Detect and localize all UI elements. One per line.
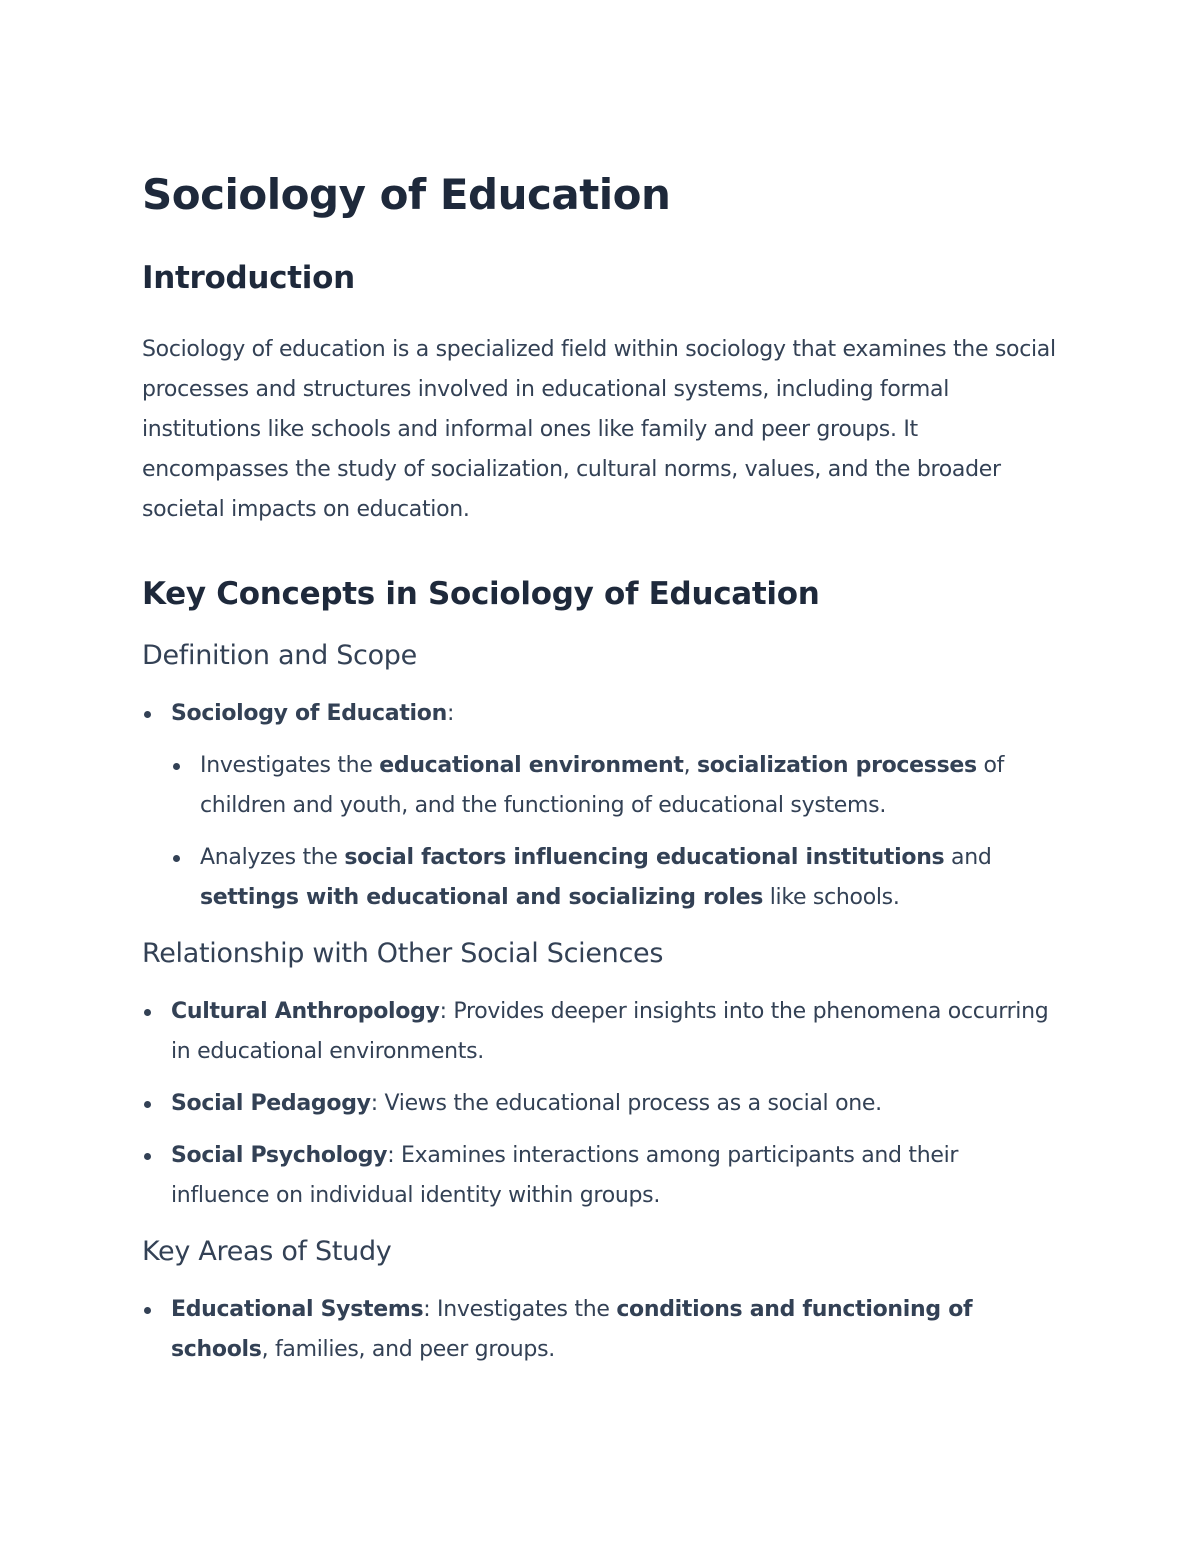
nested-list [171, 746, 1058, 918]
term-label: Social Pedagogy [171, 1091, 371, 1116]
bold-run: educational environment [379, 753, 684, 778]
term-label: Social Psychology [171, 1143, 388, 1168]
bullet-icon [173, 763, 180, 770]
bullet-icon [144, 1009, 151, 1016]
bold-run: settings with educational and socializing roles [200, 885, 764, 910]
definition-list [142, 694, 1058, 918]
bold-run: conditions and functioning of schools [171, 1297, 973, 1362]
key-areas-heading: Key Areas of Study [142, 1236, 392, 1267]
term-colon: : [446, 701, 455, 726]
term-label: Educational Systems [171, 1297, 424, 1322]
term-label: Cultural Anthropology [171, 999, 440, 1024]
intro-paragraph: Sociology of education is a specialized field within sociology that examines the social processes and structures involved in educational systems, including formal institutions like schools and informal ones like family and peer groups. It encompasses the study of socialization, cultural norms, values, and the broader societal impacts on education. [142, 337, 1056, 522]
list-item [142, 992, 1058, 1072]
bullet-icon [144, 1101, 151, 1108]
text-run: Analyzes the [200, 845, 345, 870]
key-concepts-heading: Key Concepts in Sociology of Education [142, 576, 820, 612]
definition-heading: Definition and Scope [142, 640, 417, 671]
bullet-icon [144, 1307, 151, 1314]
term-text: : Views the educational process as a social one. [370, 1091, 882, 1116]
text-run: and [944, 845, 992, 870]
text-run: : Investigates the [423, 1297, 617, 1322]
term-text: : Examines interactions among participants and their influence on individual identity within groups. [171, 1143, 959, 1208]
list-item [142, 1084, 1058, 1124]
text-run: of children and youth, and the functioning of educational systems. [200, 753, 1005, 818]
term-label: Sociology of Education [171, 701, 447, 726]
list-item [142, 1136, 1058, 1216]
intro-heading: Introduction [142, 260, 355, 296]
list-item [142, 1290, 1058, 1370]
term-text: : Provides deeper insights into the phenomena occurring in educational environments. [171, 999, 1049, 1064]
list-item [142, 694, 1058, 918]
text-run: , [683, 753, 697, 778]
relationship-list [142, 992, 1058, 1216]
document-title: Sociology of Education [142, 170, 671, 219]
bold-run: social factors influencing educational institutions [344, 845, 945, 870]
bullet-icon [144, 1153, 151, 1160]
text-run: , families, and peer groups. [261, 1337, 555, 1362]
text-run: like schools. [763, 885, 900, 910]
bullet-icon [173, 855, 180, 862]
relationship-heading: Relationship with Other Social Sciences [142, 938, 664, 969]
bullet-icon [144, 711, 151, 718]
bold-run: socialization processes [696, 753, 977, 778]
nested-list-item [171, 838, 1058, 918]
key-areas-list [142, 1290, 1058, 1370]
text-run: Investigates the [200, 753, 380, 778]
nested-list-item [171, 746, 1058, 826]
